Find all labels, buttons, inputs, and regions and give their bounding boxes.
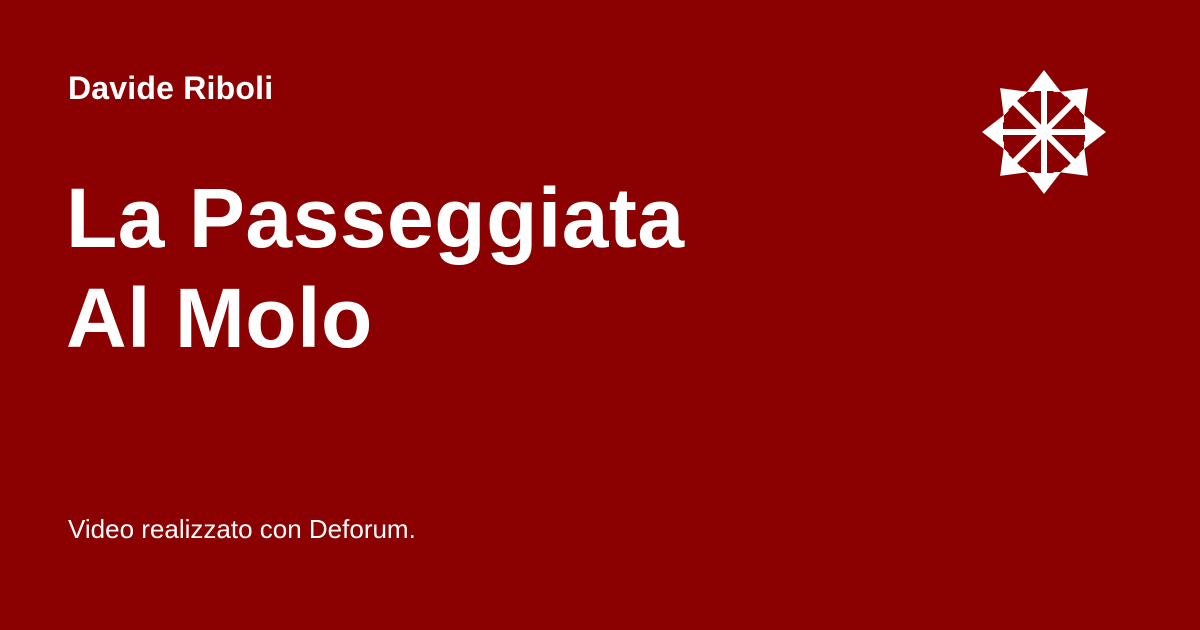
title-line-1: La Passeggiata (66, 171, 685, 265)
page-title (66, 168, 886, 368)
footer-caption: Video realizzato con Deforum. (68, 514, 416, 544)
eight-arrows-compass-icon (978, 66, 1110, 198)
title-line-2: Al Molo (66, 271, 373, 365)
author-name: Davide Riboli (68, 70, 274, 106)
